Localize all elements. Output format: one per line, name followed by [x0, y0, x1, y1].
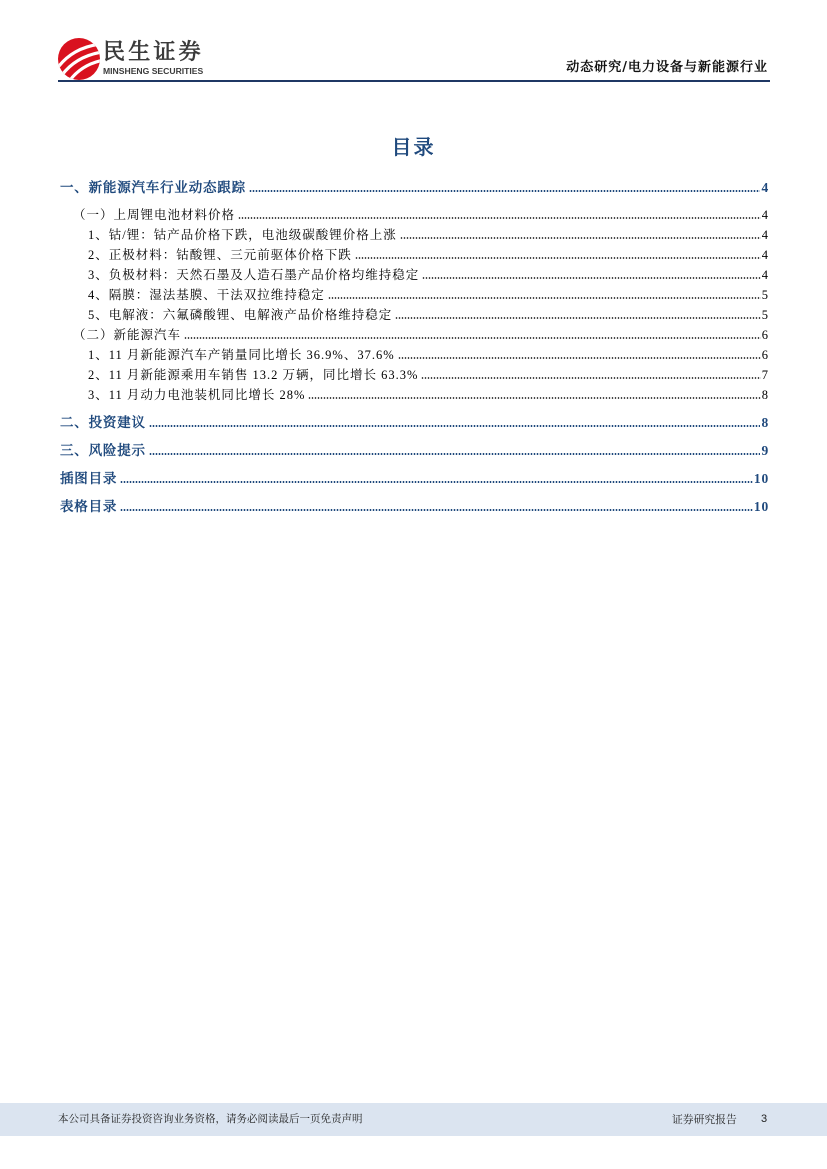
- toc-entry-label: 2、11 月新能源乘用车销售 13.2 万辆，同比增长 63.3%: [88, 368, 419, 382]
- toc-entry-label: 表格目录: [60, 499, 118, 514]
- toc-section-entry[interactable]: [60, 413, 769, 433]
- toc-subsection-entry[interactable]: [60, 325, 769, 345]
- toc-item-entry[interactable]: [60, 265, 769, 285]
- toc-entry-label: （二）新能源汽车: [73, 328, 182, 342]
- toc-section-entry[interactable]: [60, 469, 769, 489]
- toc-leader-dots: [249, 190, 761, 192]
- toc-leader-dots: [184, 337, 761, 339]
- toc-entry-label: 1、钴/锂：钴产品价格下跌，电池级碳酸锂价格上涨: [88, 228, 397, 242]
- minsheng-logo-icon: [57, 37, 101, 81]
- toc-entry-label: 1、11 月新能源汽车产销量同比增长 36.9%、37.6%: [88, 348, 395, 362]
- toc-leader-dots: [149, 425, 761, 427]
- toc-entry-page: 10: [753, 499, 769, 514]
- toc-item-entry[interactable]: [60, 345, 769, 365]
- page-footer: [0, 1103, 827, 1136]
- toc-leader-dots: [328, 297, 761, 299]
- toc-entry-page: 10: [753, 471, 769, 486]
- toc-entry-label: 4、隔膜：湿法基膜、干法双拉维持稳定: [88, 288, 325, 302]
- toc-leader-dots: [422, 277, 760, 279]
- toc-subsection-list: [60, 205, 769, 405]
- toc-leader-dots: [400, 237, 761, 239]
- toc-leader-dots: [421, 377, 760, 379]
- footer-report-type: 证券研究报告: [672, 1113, 737, 1126]
- table-of-contents: [60, 178, 769, 517]
- toc-entry-page: 6: [761, 328, 769, 342]
- toc-entry-label: 三、风险提示: [60, 443, 146, 458]
- toc-entry-label: （一）上周锂电池材料价格: [73, 208, 236, 222]
- page-title: 目录: [391, 137, 436, 159]
- toc-entry-page: 8: [761, 415, 769, 430]
- toc-leader-dots: [398, 357, 761, 359]
- toc-entry-page: 4: [761, 208, 769, 222]
- toc-item-entry[interactable]: [60, 225, 769, 245]
- toc-entry-page: 4: [761, 180, 769, 195]
- toc-leader-dots: [149, 453, 761, 455]
- toc-entry-page: 8: [761, 388, 769, 402]
- toc-section-entry[interactable]: [60, 441, 769, 461]
- header-divider: [58, 80, 770, 82]
- toc-leader-dots: [355, 257, 761, 259]
- toc-section-entry[interactable]: [60, 178, 769, 198]
- toc-subsection-entry[interactable]: [60, 205, 769, 225]
- toc-entry-label: 3、负极材料：天然石墨及人造石墨产品价格均维持稳定: [88, 268, 420, 282]
- toc-entry-page: 9: [761, 443, 769, 458]
- footer-page-number: 3: [761, 1113, 768, 1125]
- toc-leader-dots: [395, 317, 760, 319]
- toc-entry-page: 4: [761, 228, 769, 242]
- toc-item-entry[interactable]: [60, 385, 769, 405]
- toc-leader-dots: [308, 397, 760, 399]
- toc-entry-page: 6: [761, 348, 769, 362]
- toc-entry-page: 4: [761, 268, 769, 282]
- toc-item-entry[interactable]: [60, 305, 769, 325]
- toc-entry-page: 5: [761, 308, 769, 322]
- toc-item-entry[interactable]: [60, 365, 769, 385]
- toc-entry-label: 一、新能源汽车行业动态跟踪: [60, 180, 246, 195]
- toc-entry-page: 5: [761, 288, 769, 302]
- toc-section-entry[interactable]: [60, 497, 769, 517]
- toc-item-entry[interactable]: [60, 245, 769, 265]
- report-category: 动态研究/电力设备与新能源行业: [566, 60, 768, 75]
- logo-name-cn: 民生证券: [103, 40, 204, 65]
- toc-entry-page: 4: [761, 248, 769, 262]
- toc-leader-dots: [238, 217, 761, 219]
- toc-entry-page: 7: [761, 368, 769, 382]
- toc-leader-dots: [120, 509, 753, 511]
- toc-entry-label: 二、投资建议: [60, 415, 146, 430]
- toc-entry-label: 2、正极材料：钴酸锂、三元前驱体价格下跌: [88, 248, 352, 262]
- toc-entry-label: 插图目录: [60, 471, 118, 486]
- logo-name-en: MINSHENG SECURITIES: [103, 66, 204, 76]
- toc-entry-label: 3、11 月动力电池装机同比增长 28%: [88, 388, 306, 402]
- toc-item-entry[interactable]: [60, 285, 769, 305]
- toc-leader-dots: [120, 481, 753, 483]
- footer-disclaimer: 本公司具备证券投资咨询业务资格，请务必阅读最后一页免责声明: [58, 1113, 363, 1125]
- company-logo: [57, 37, 209, 81]
- toc-entry-label: 5、电解液：六氟磷酸锂、电解液产品价格维持稳定: [88, 308, 393, 322]
